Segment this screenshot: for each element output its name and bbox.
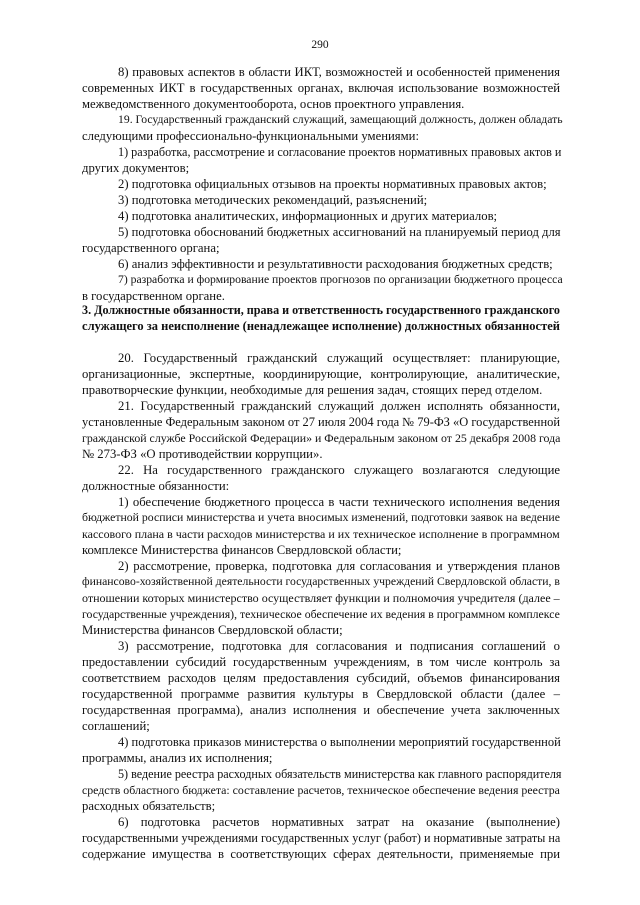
text-line: № 273-ФЗ «О противодействии коррупции». [82,447,323,461]
text-line: других документов; [82,161,190,175]
text-line: организационные, экспертные, координирующие, контролирующие, аналитические, [82,367,560,381]
page-number: 290 [311,39,329,51]
text-line: соответствием расходов целям предоставления субсидий, объемов финансирования [82,671,560,685]
text-line: государственная программа), анализ исполнения и обеспечение учета заключенных [82,703,560,717]
text-line: 1) разработка, рассмотрение и согласование проектов нормативных правовых актов и [118,145,562,159]
body-text-lower [82,350,560,862]
text-line: гражданской службе Российской Федерации» и Федеральным законом от 25 декабря 2008 года [82,431,561,445]
text-line: средств областного бюджета: составление расчетов, техническое обеспечение ведения реестра [82,783,560,797]
text-line: государственной программе развития культуры в Свердловской области (далее – [82,687,560,701]
text-line: межведомственного документооборота, основ проектного управления. [82,97,465,111]
body-text-upper [82,64,563,304]
text-line: государственного органа; [82,241,220,255]
text-line: 4) подготовка аналитических, информационных и других материалов; [118,209,498,223]
text-line: 5) ведение реестра расходных обязательств министерства как главного распорядителя [118,767,562,781]
text-line: программы, анализ их исполнения; [82,751,273,765]
text-line: государственные учреждения), техническое обеспечение их ведения в программном комплексе [82,607,560,621]
text-line: 4) подготовка приказов министерства о выполнении мероприятий государственной [118,735,561,749]
text-line: кассового плана в части расходов министерства и их техническое исполнение в программном [82,527,560,541]
text-line: должностные обязанности: [82,479,230,493]
text-line: следующими профессионально-функциональными умениями: [82,129,419,143]
text-line: 21. Государственный гражданский служащий должен исполнять обязанности, [118,399,560,413]
text-line: 19. Государственный гражданский служащий, замещающий должность, должен обладать [118,113,563,126]
text-line: 1) обеспечение бюджетного процесса в части технического исполнения ведения [118,495,560,509]
text-line: 2) подготовка официальных отзывов на проекты нормативных правовых актов; [118,177,547,191]
text-line: финансово-хозяйственной деятельности государственных учреждений Свердловской области, в [82,575,560,588]
text-line: 8) правовых аспектов в области ИКТ, возможностей и особенностей применения [118,65,560,79]
text-line: в государственном органе. [82,289,225,303]
text-line: 20. Государственный гражданский служащий осуществляет: планирующие, [118,351,560,365]
text-line: соглашений; [82,719,150,733]
text-line: государственными учреждениями государственных услуг (работ) и нормативные затраты на [82,831,561,845]
text-line: 6) анализ эффективности и результативности расходования бюджетных средств; [118,257,553,271]
text-line: 3) рассмотрение, подготовка для согласования и подписания соглашений о [118,639,560,653]
text-line: Министерства финансов Свердловской области; [82,623,343,637]
text-line: предоставлении субсидий государственным учреждениям, в том числе контроль за [82,655,560,669]
text-line: 3) подготовка методических рекомендаций, разъяснений; [118,193,428,207]
text-line: 7) разработка и формирование проектов прогнозов по организации бюджетного процесса [118,273,563,286]
text-line: комплексе Министерства финансов Свердловской области; [82,543,402,557]
text-line: 22. На государственного гражданского служащего возлагаются следующие [118,463,560,477]
heading-line: служащего за неисполнение (ненадлежащее исполнение) должностных обязанностей [82,319,560,333]
text-line: бюджетной росписи министерства и учета вносимых изменений, подготовки заявок на ведение [82,511,560,524]
text-line: правотворческие функции, необходимые для решения задач, стоящих перед отделом. [82,383,543,397]
text-line: 2) рассмотрение, проверка, подготовка для согласования и утверждения планов [118,559,560,573]
section-heading [82,302,560,334]
text-line: 5) подготовка обоснований бюджетных ассигнований на планируемый период для [118,225,561,239]
text-line: установленные Федеральным законом от 27 июля 2004 года № 79-ФЗ «О государственной [82,415,560,429]
text-line: современных ИКТ в государственных органах, включая использование возможностей [82,81,560,95]
text-line: отношении которых министерство осуществляет функции и полномочия учредителя (далее – [82,591,560,605]
text-line: расходных обязательств; [82,799,216,813]
text-line: 6) подготовка расчетов нормативных затрат на оказание (выполнение) [118,815,560,829]
text-line: содержание имущества в соответствующих сферах деятельности, применяемые при [82,847,560,861]
heading-line: 3. Должностные обязанности, права и ответственность государственного гражданского [82,303,560,317]
